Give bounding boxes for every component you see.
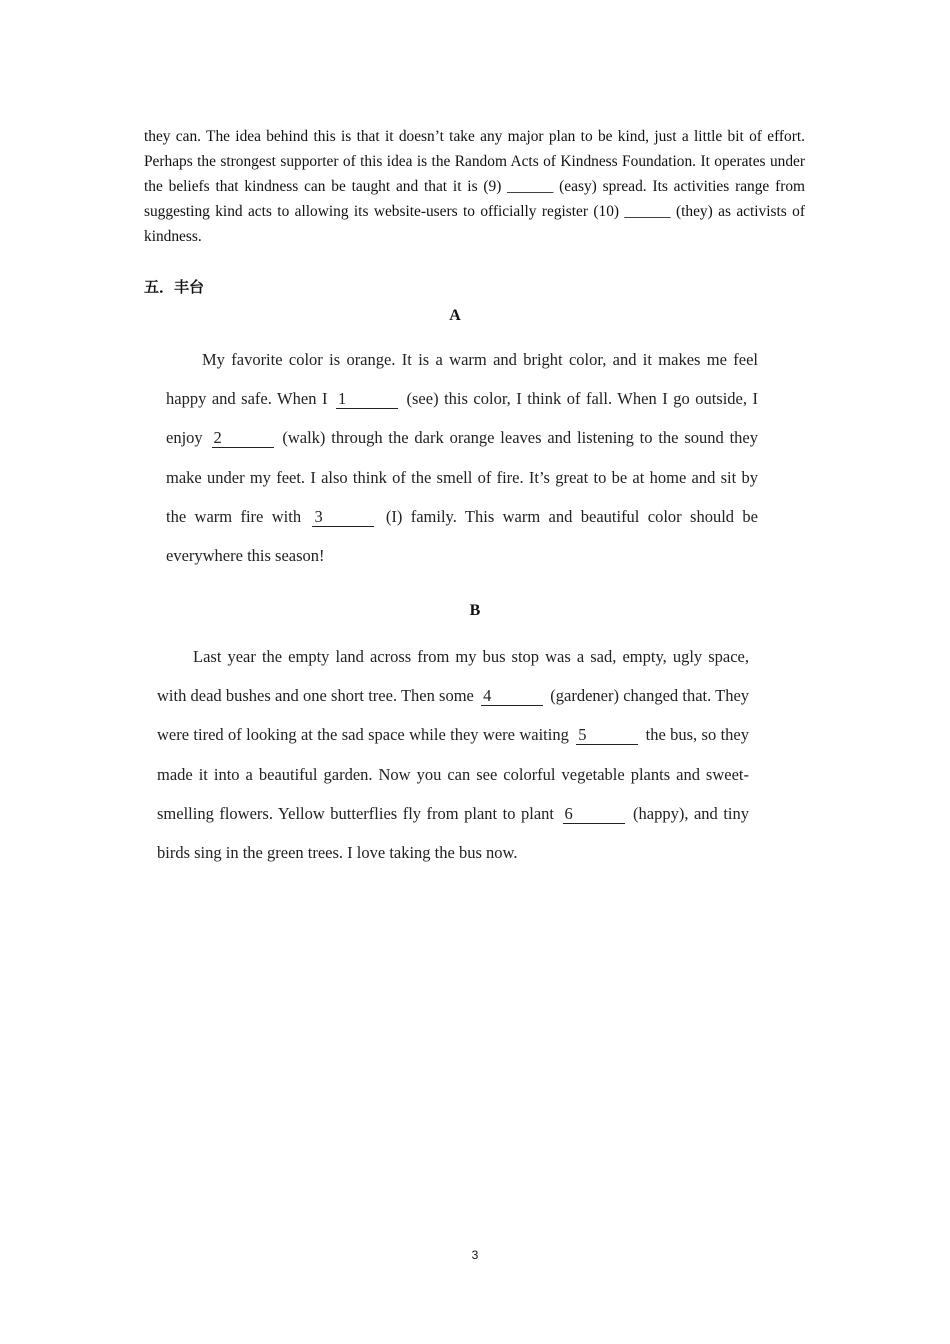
passage-a-text-3: (walk) through the dark orange leaves and listening to the sound they make under my feet. I also think of the smell of fire. It’s great to be at home and sit by the warm fire with xyxy=(166,428,759,526)
passage-b-text-4: (happy), and tiny birds sing in the green trees. I love taking the bus now. xyxy=(157,803,749,863)
passage-b-text-1: Last year the empty land across from my bus stop was a sad, empty, ugly space, with dead bushes and one short tree. Then some xyxy=(157,647,749,706)
blank-2: 2 xyxy=(212,429,274,448)
blank-6: 6 xyxy=(563,805,625,824)
section-heading: 五．丰台 xyxy=(144,278,205,296)
passage-b-title: B xyxy=(469,602,481,619)
passage-a-text-1: My favorite color is orange. It is a warm and bright color, and it makes me feel happy and safe. When I xyxy=(166,350,758,409)
passage-b-text-3: the bus, so they made it into a beautiful garden. Now you can see colorful vegetable plants and sweet-smelling flowers. Yellow butterflies fly from plant to plant xyxy=(157,725,750,823)
blank-5: 5 xyxy=(576,726,638,745)
blank-1: 1 xyxy=(336,390,398,409)
intro-paragraph: they can. The idea behind this is that it doesn’t take any major plan to be kind, just a little bit of effort. Perhaps the strongest supporter of this idea is the Random Acts of Kindness Foundation. It operates under the beliefs that kindness can be taught and that it is (9) ______ (easy) spread. Its activities range from suggesting kind acts to allowing its website-users to officially register (10) ______ (they) as activists of kindness. xyxy=(144,128,805,245)
page-number: 3 xyxy=(471,1248,479,1262)
passage-a-text-2: (see) this color, I think of fall. When I go outside, I enjoy xyxy=(166,389,759,448)
passage-b-text-2: (gardener) changed that. They were tired of looking at the sad space while they were waiting xyxy=(157,686,750,745)
blank-4: 4 xyxy=(481,687,543,706)
passage-b xyxy=(157,637,749,872)
passage-a-title: A xyxy=(449,307,461,324)
passage-a-text-4: (I) family. This warm and beautiful color should be everywhere this season! xyxy=(166,506,758,566)
passage-a xyxy=(166,340,758,575)
blank-3: 3 xyxy=(312,508,374,527)
